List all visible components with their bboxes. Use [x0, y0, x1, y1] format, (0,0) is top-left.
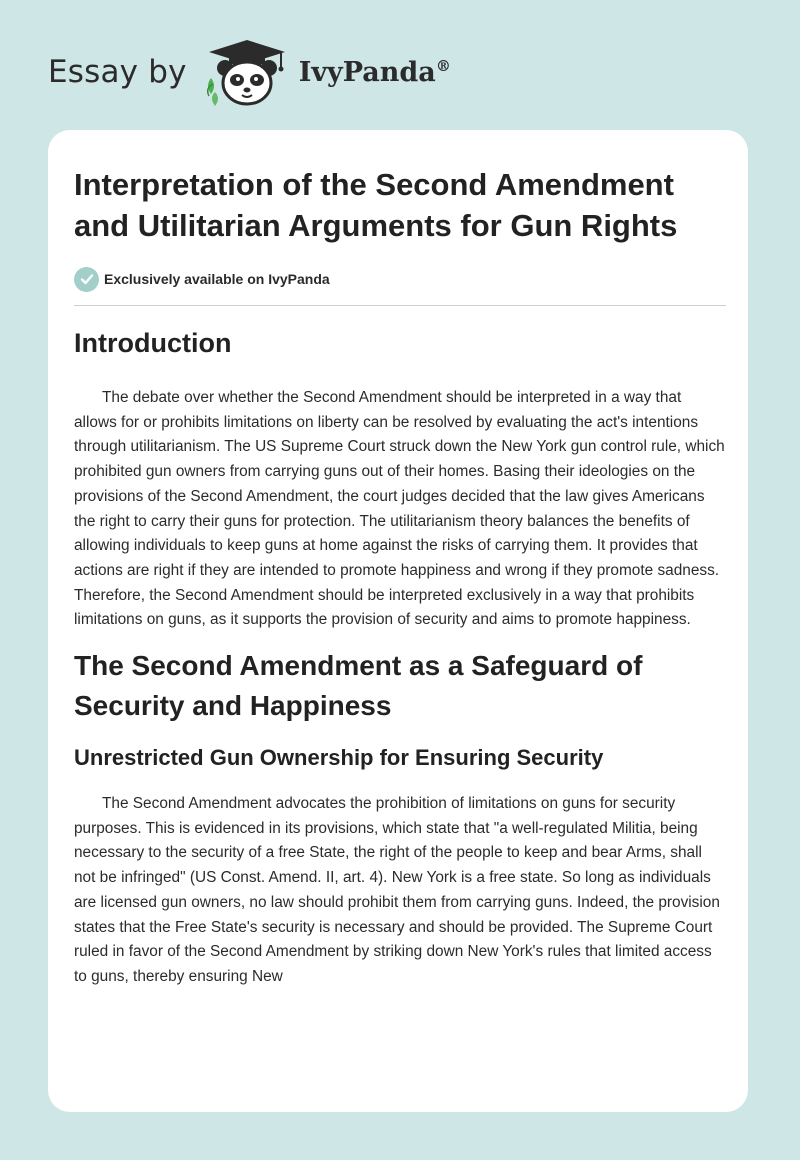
exclusive-badge: [74, 266, 726, 292]
brand-name: IvyPanda®: [298, 56, 451, 88]
security-paragraph: The Second Amendment advocates the prohibition of limitations on guns for security purposes. This is evidenced in its provisions, which state that "a well-regulated Militia, being necessary to the security of a free State, the right of the people to keep and bear Arms, shall not be infringed" (US Const. Amend. II, art. 4). New York is a free state. So long as individuals are licensed gun owners, no law should prohibit them from carrying guns. Indeed, the provision states that the Free State's security is necessary and should be provided. The Supreme Court ruled in favor of the Second Amendment by striking down New York's rules that limited access to guns, thereby ensuring New: [74, 795, 720, 985]
site-header: [48, 36, 451, 108]
article-content: [74, 130, 726, 990]
essay-by-label: Essay by: [48, 54, 187, 90]
title-divider: [74, 305, 726, 306]
exclusive-label: Exclusively available on IvyPanda: [104, 271, 330, 287]
check-icon: [74, 267, 99, 292]
introduction-paragraph: The debate over whether the Second Amendment should be interpreted in a way that allows for or prohibits limitations on liberty can be resolved by evaluating the act's intentions through utilitarianism. The US Supreme Court struck down the New York gun control rule, which prohibited gun owners from carrying guns out of their homes. Basing their ideologies on the provisions of the Second Amendment, the court judges decided that the law gives Americans the right to carry their guns for protection. The utilitarianism theory balances the benefits of allowing individuals to keep guns at home against the risks of carrying them. It provides that actions are right if they are intended to promote happiness and wrong if they promote sadness. Therefore, the Second Amendment should be interpreted exclusively in a way that prohibits limitations on guns, as it supports the provision of security and aims to promote happiness.: [74, 389, 725, 629]
section-heading-introduction: Introduction: [74, 328, 232, 358]
subsection-heading-security: Unrestricted Gun Ownership for Ensuring Security: [74, 745, 604, 771]
registered-mark: ®: [435, 56, 451, 75]
article-title: Interpretation of the Second Amendment and Utilitarian Arguments for Gun Rights: [74, 167, 678, 243]
article-card: [48, 130, 748, 1112]
section-heading-safeguard: The Second Amendment as a Safeguard of Security and Happiness: [74, 650, 643, 722]
panda-logo-icon: [201, 36, 293, 108]
